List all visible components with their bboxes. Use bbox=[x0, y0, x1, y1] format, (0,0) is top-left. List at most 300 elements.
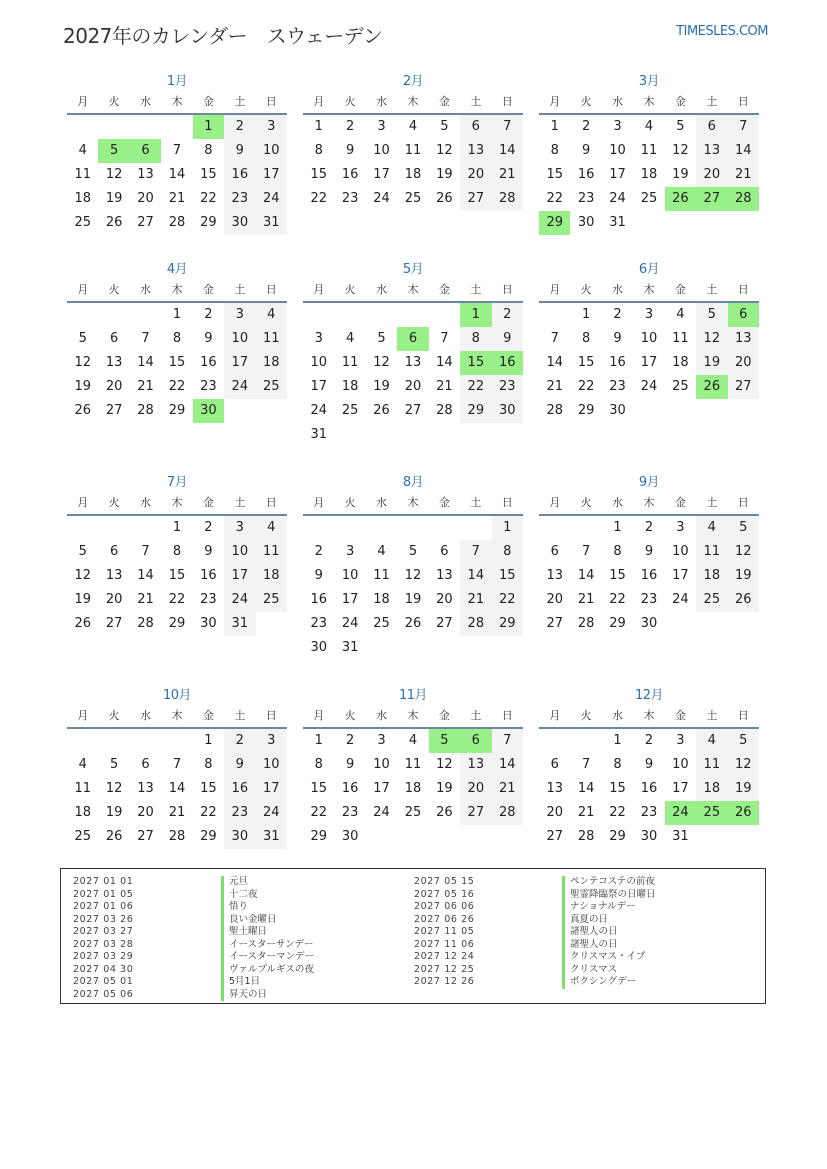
empty-day bbox=[98, 303, 129, 327]
day-cell: 11 bbox=[373, 568, 390, 583]
day-cell: 23 bbox=[310, 616, 327, 631]
weekday-label: 木 bbox=[407, 496, 419, 509]
week-row bbox=[539, 327, 759, 351]
day-cell: 19 bbox=[404, 592, 422, 607]
day-cell: 11 bbox=[672, 331, 689, 346]
day-cell: 6 bbox=[550, 544, 559, 559]
holiday-date: 2027 05 06 bbox=[73, 988, 134, 1000]
empty-day bbox=[728, 399, 759, 423]
day-cell: 8 bbox=[314, 757, 323, 772]
day-cell: 20 bbox=[728, 351, 759, 375]
day-cell: 7 bbox=[460, 540, 491, 564]
empty-day bbox=[460, 825, 491, 849]
month-block bbox=[67, 474, 287, 636]
day-cell: 5 bbox=[377, 331, 386, 346]
day-cell: 28 bbox=[436, 403, 453, 418]
day-cell: 10 bbox=[672, 757, 689, 772]
empty-day bbox=[366, 825, 397, 849]
day-cell: 11 bbox=[404, 143, 422, 158]
week-row bbox=[67, 729, 287, 753]
week-row bbox=[539, 588, 759, 612]
day-cell: 15 bbox=[310, 781, 327, 796]
day-cell: 9 bbox=[345, 757, 355, 772]
weekday-label: 火 bbox=[580, 283, 592, 296]
weekday-label: 水 bbox=[612, 95, 624, 108]
day-cell: 22 bbox=[200, 191, 217, 206]
day-cell: 8 bbox=[460, 327, 491, 351]
site-logo[interactable]: TIMESLES.COM bbox=[676, 24, 768, 39]
day-cell: 13 bbox=[546, 781, 563, 796]
month-block bbox=[303, 73, 523, 211]
month-name: 8月 bbox=[402, 475, 424, 490]
empty-day bbox=[570, 729, 601, 753]
day-cell: 23 bbox=[341, 805, 359, 820]
empty-day bbox=[665, 612, 696, 636]
day-cell: 5 bbox=[440, 119, 449, 134]
empty-day bbox=[665, 399, 696, 423]
weekday-label: 月 bbox=[549, 709, 561, 722]
month-name: 5月 bbox=[402, 262, 424, 277]
empty-day bbox=[429, 825, 460, 849]
day-cell: 26 bbox=[436, 805, 453, 820]
day-cell: 5 bbox=[696, 303, 727, 327]
empty-day bbox=[67, 115, 98, 139]
weekday-label: 日 bbox=[501, 283, 513, 296]
day-cell: 26 bbox=[665, 187, 696, 211]
week-row bbox=[303, 139, 523, 163]
day-cell: 9 bbox=[314, 568, 323, 583]
week-row bbox=[67, 777, 287, 801]
day-cell: 24 bbox=[373, 191, 390, 206]
day-cell: 3 bbox=[613, 119, 622, 134]
day-cell: 12 bbox=[436, 757, 453, 772]
day-cell: 30 bbox=[577, 215, 595, 230]
month-name: 4月 bbox=[166, 262, 188, 277]
day-cell: 27 bbox=[137, 215, 154, 230]
day-cell: 7 bbox=[141, 331, 150, 346]
day-cell: 30 bbox=[609, 403, 626, 418]
day-cell: 7 bbox=[728, 115, 759, 139]
day-cell: 9 bbox=[644, 544, 654, 559]
holiday-date: 2027 11 06 bbox=[414, 938, 475, 950]
day-cell: 4 bbox=[676, 307, 685, 322]
day-cell: 28 bbox=[168, 215, 186, 230]
holiday-row bbox=[73, 964, 314, 977]
day-cell: 5 bbox=[78, 544, 87, 559]
day-cell: 6 bbox=[109, 544, 119, 559]
week-row bbox=[539, 729, 759, 753]
empty-day bbox=[98, 516, 129, 540]
day-cell: 3 bbox=[377, 119, 386, 134]
day-cell: 2 bbox=[345, 119, 355, 134]
holiday-row bbox=[414, 951, 656, 964]
day-cell: 3 bbox=[224, 516, 255, 540]
day-cell: 14 bbox=[436, 355, 453, 370]
week-row bbox=[67, 588, 287, 612]
week-row bbox=[67, 303, 287, 327]
weekday-label: 水 bbox=[140, 709, 152, 722]
empty-day bbox=[256, 612, 287, 636]
weekday-label: 土 bbox=[470, 283, 482, 296]
day-cell: 17 bbox=[256, 163, 287, 187]
weekday-header bbox=[539, 492, 759, 516]
day-cell: 14 bbox=[492, 753, 523, 777]
holiday-name: ペンテコステの前夜 bbox=[562, 876, 655, 889]
day-cell: 18 bbox=[373, 592, 390, 607]
week-row bbox=[67, 825, 287, 849]
week-row bbox=[303, 636, 523, 660]
day-cell: 17 bbox=[224, 351, 255, 375]
day-cell: 2 bbox=[204, 307, 213, 322]
day-cell: 22 bbox=[168, 379, 186, 394]
day-cell: 12 bbox=[728, 753, 759, 777]
day-cell: 22 bbox=[609, 592, 626, 607]
day-cell: 24 bbox=[256, 187, 287, 211]
weekday-label: 水 bbox=[612, 496, 624, 509]
day-cell: 24 bbox=[341, 616, 359, 631]
holiday-date: 2027 05 16 bbox=[414, 888, 475, 900]
day-cell: 29 bbox=[200, 215, 217, 230]
weekday-label: 日 bbox=[737, 709, 749, 722]
day-cell: 1 bbox=[492, 516, 523, 540]
weekday-label: 火 bbox=[108, 496, 120, 509]
weekday-label: 日 bbox=[265, 496, 277, 509]
week-row bbox=[539, 139, 759, 163]
day-cell: 14 bbox=[168, 781, 186, 796]
holiday-date: 2027 05 01 bbox=[73, 976, 134, 987]
day-cell: 3 bbox=[256, 729, 287, 753]
empty-day bbox=[492, 825, 523, 849]
week-row bbox=[67, 351, 287, 375]
empty-day bbox=[366, 303, 397, 327]
week-row bbox=[303, 753, 523, 777]
day-cell: 6 bbox=[728, 303, 759, 327]
day-cell: 17 bbox=[373, 167, 390, 182]
holiday-date: 2027 12 26 bbox=[414, 976, 475, 987]
weekday-label: 日 bbox=[737, 95, 749, 108]
day-cell: 23 bbox=[224, 801, 255, 825]
day-cell: 11 bbox=[74, 167, 91, 182]
day-cell: 3 bbox=[676, 520, 685, 535]
weekday-label: 火 bbox=[108, 283, 120, 296]
day-cell: 1 bbox=[581, 307, 591, 322]
weekday-label: 土 bbox=[706, 283, 718, 296]
weekday-label: 月 bbox=[313, 496, 325, 509]
weekday-header bbox=[303, 492, 523, 516]
day-cell: 8 bbox=[204, 143, 213, 158]
weekday-label: 木 bbox=[643, 283, 655, 296]
day-cell: 26 bbox=[74, 403, 91, 418]
page-title: 2027年のカレンダー スウェーデン bbox=[63, 24, 383, 48]
empty-day bbox=[366, 636, 397, 660]
day-cell: 27 bbox=[404, 403, 422, 418]
day-cell: 8 bbox=[581, 331, 591, 346]
empty-day bbox=[728, 612, 759, 636]
week-row bbox=[539, 115, 759, 139]
day-cell: 8 bbox=[550, 143, 559, 158]
day-cell: 27 bbox=[436, 616, 453, 631]
weekday-label: 水 bbox=[140, 283, 152, 296]
day-cell: 8 bbox=[172, 331, 182, 346]
empty-day bbox=[366, 423, 397, 447]
day-cell: 7 bbox=[440, 331, 449, 346]
empty-day bbox=[492, 423, 523, 447]
day-cell: 9 bbox=[204, 544, 213, 559]
weekday-label: 木 bbox=[643, 496, 655, 509]
day-cell: 4 bbox=[256, 516, 287, 540]
day-cell: 25 bbox=[373, 616, 390, 631]
weekday-label: 月 bbox=[77, 496, 89, 509]
day-cell: 27 bbox=[546, 829, 563, 844]
day-cell: 5 bbox=[728, 516, 759, 540]
day-cell: 14 bbox=[137, 355, 154, 370]
holiday-name: ボクシングデー bbox=[562, 976, 636, 989]
weekday-label: 土 bbox=[470, 496, 482, 509]
day-cell: 4 bbox=[78, 143, 87, 158]
day-cell: 29 bbox=[609, 829, 626, 844]
day-cell: 29 bbox=[168, 403, 186, 418]
day-cell: 25 bbox=[696, 801, 727, 825]
week-row bbox=[539, 825, 759, 849]
day-cell: 11 bbox=[256, 540, 287, 564]
week-row bbox=[303, 115, 523, 139]
day-cell: 10 bbox=[609, 143, 626, 158]
holiday-name: 元旦 bbox=[221, 876, 248, 889]
day-cell: 19 bbox=[74, 592, 91, 607]
day-cell: 15 bbox=[546, 167, 563, 182]
empty-day bbox=[539, 729, 570, 753]
day-cell: 29 bbox=[310, 829, 327, 844]
empty-day bbox=[429, 303, 460, 327]
weekday-header bbox=[539, 279, 759, 303]
day-cell: 10 bbox=[256, 139, 287, 163]
day-cell: 29 bbox=[609, 616, 626, 631]
weekday-label: 日 bbox=[737, 283, 749, 296]
day-cell: 3 bbox=[224, 303, 255, 327]
day-cell: 28 bbox=[137, 616, 154, 631]
day-cell: 28 bbox=[728, 187, 759, 211]
month-name: 11月 bbox=[398, 688, 428, 703]
weekday-label: 木 bbox=[171, 283, 183, 296]
empty-day bbox=[303, 303, 334, 327]
day-cell: 25 bbox=[74, 215, 91, 230]
day-cell: 8 bbox=[492, 540, 523, 564]
week-row bbox=[303, 612, 523, 636]
holiday-name: 真夏の日 bbox=[562, 914, 608, 927]
day-cell: 19 bbox=[436, 781, 453, 796]
empty-day bbox=[570, 516, 601, 540]
day-cell: 26 bbox=[105, 829, 123, 844]
day-cell: 16 bbox=[224, 163, 255, 187]
day-cell: 20 bbox=[546, 805, 563, 820]
week-row bbox=[67, 211, 287, 235]
day-cell: 14 bbox=[168, 167, 186, 182]
day-cell: 23 bbox=[640, 805, 658, 820]
day-cell: 9 bbox=[613, 331, 622, 346]
day-cell: 2 bbox=[224, 729, 255, 753]
day-cell: 24 bbox=[373, 805, 390, 820]
day-cell: 30 bbox=[640, 616, 658, 631]
empty-day bbox=[67, 516, 98, 540]
holiday-date: 2027 03 28 bbox=[73, 938, 134, 950]
day-cell: 24 bbox=[310, 403, 327, 418]
weekday-label: 火 bbox=[108, 709, 120, 722]
week-row bbox=[303, 423, 523, 447]
empty-day bbox=[429, 636, 460, 660]
day-cell: 22 bbox=[310, 191, 327, 206]
week-row bbox=[539, 303, 759, 327]
week-row bbox=[303, 588, 523, 612]
day-cell: 28 bbox=[577, 829, 595, 844]
holiday-name: 聖土曜日 bbox=[221, 926, 267, 939]
holiday-row bbox=[73, 889, 314, 902]
week-row bbox=[67, 139, 287, 163]
week-row bbox=[303, 163, 523, 187]
weekday-label: 木 bbox=[407, 95, 419, 108]
day-cell: 25 bbox=[256, 375, 287, 399]
month-name: 6月 bbox=[638, 262, 660, 277]
empty-day bbox=[696, 399, 727, 423]
day-cell: 24 bbox=[256, 801, 287, 825]
day-cell: 22 bbox=[609, 805, 626, 820]
day-cell: 3 bbox=[256, 115, 287, 139]
day-cell: 13 bbox=[137, 781, 154, 796]
empty-day bbox=[397, 825, 428, 849]
week-row bbox=[303, 399, 523, 423]
week-row bbox=[303, 564, 523, 588]
weekday-label: 日 bbox=[265, 283, 277, 296]
weekday-label: 金 bbox=[438, 283, 450, 296]
weekday-label: 月 bbox=[549, 496, 561, 509]
weekday-label: 火 bbox=[580, 709, 592, 722]
month-name: 10月 bbox=[162, 688, 192, 703]
day-cell: 29 bbox=[460, 399, 491, 423]
day-cell: 23 bbox=[577, 191, 595, 206]
day-cell: 5 bbox=[429, 729, 460, 753]
empty-day bbox=[334, 516, 365, 540]
weekday-label: 土 bbox=[234, 95, 246, 108]
week-row bbox=[67, 612, 287, 636]
day-cell: 13 bbox=[460, 753, 491, 777]
day-cell: 19 bbox=[373, 379, 390, 394]
day-cell: 17 bbox=[609, 167, 626, 182]
day-cell: 6 bbox=[130, 139, 161, 163]
day-cell: 28 bbox=[492, 187, 523, 211]
weekday-label: 金 bbox=[202, 283, 214, 296]
day-cell: 19 bbox=[672, 167, 689, 182]
holiday-list-right bbox=[414, 876, 656, 989]
day-cell: 9 bbox=[644, 757, 654, 772]
day-cell: 28 bbox=[137, 403, 154, 418]
day-cell: 28 bbox=[168, 829, 186, 844]
day-cell: 26 bbox=[728, 588, 759, 612]
weekday-label: 金 bbox=[674, 95, 686, 108]
day-cell: 12 bbox=[105, 781, 123, 796]
day-cell: 23 bbox=[640, 592, 658, 607]
holiday-list-left bbox=[73, 876, 314, 1001]
day-cell: 18 bbox=[74, 191, 91, 206]
holiday-row bbox=[73, 989, 314, 1002]
day-cell: 16 bbox=[492, 351, 523, 375]
day-cell: 12 bbox=[672, 143, 689, 158]
weekday-label: 金 bbox=[674, 709, 686, 722]
day-cell: 2 bbox=[314, 544, 323, 559]
day-cell: 21 bbox=[137, 592, 154, 607]
day-cell: 29 bbox=[200, 829, 217, 844]
day-cell: 31 bbox=[672, 829, 689, 844]
day-cell: 19 bbox=[728, 564, 759, 588]
day-cell: 30 bbox=[640, 829, 658, 844]
holiday-name: 昇天の日 bbox=[221, 989, 267, 1002]
weekday-label: 火 bbox=[108, 95, 120, 108]
weekday-label: 金 bbox=[202, 496, 214, 509]
day-cell: 20 bbox=[460, 777, 491, 801]
empty-day bbox=[130, 729, 161, 753]
day-cell: 16 bbox=[577, 167, 595, 182]
day-cell: 23 bbox=[224, 187, 255, 211]
day-cell: 19 bbox=[728, 777, 759, 801]
month-name: 2月 bbox=[402, 74, 424, 89]
day-cell: 12 bbox=[105, 167, 123, 182]
day-cell: 21 bbox=[492, 777, 523, 801]
month-block bbox=[539, 687, 759, 849]
day-cell: 20 bbox=[105, 379, 123, 394]
weekday-label: 土 bbox=[234, 283, 246, 296]
empty-day bbox=[130, 303, 161, 327]
weekday-label: 日 bbox=[501, 95, 513, 108]
holiday-row bbox=[73, 901, 314, 914]
holiday-date: 2027 01 01 bbox=[73, 876, 134, 887]
month-block bbox=[67, 73, 287, 235]
empty-day bbox=[539, 303, 570, 327]
day-cell: 31 bbox=[609, 215, 626, 230]
day-cell: 30 bbox=[341, 829, 359, 844]
day-cell: 23 bbox=[609, 379, 626, 394]
day-cell: 19 bbox=[105, 805, 123, 820]
day-cell: 24 bbox=[640, 379, 658, 394]
holiday-name: イースターサンデー bbox=[221, 939, 314, 952]
day-cell: 1 bbox=[613, 520, 622, 535]
holiday-date: 2027 06 06 bbox=[414, 901, 475, 912]
weekday-label: 日 bbox=[501, 496, 513, 509]
day-cell: 1 bbox=[172, 307, 182, 322]
weekday-label: 土 bbox=[706, 709, 718, 722]
day-cell: 27 bbox=[546, 616, 563, 631]
week-row bbox=[539, 375, 759, 399]
empty-day bbox=[98, 115, 129, 139]
day-cell: 5 bbox=[109, 757, 119, 772]
day-cell: 15 bbox=[492, 564, 523, 588]
day-cell: 21 bbox=[577, 805, 595, 820]
week-row bbox=[539, 612, 759, 636]
day-cell: 11 bbox=[696, 753, 727, 777]
weekday-label: 月 bbox=[77, 95, 89, 108]
day-cell: 6 bbox=[460, 115, 491, 139]
day-cell: 18 bbox=[74, 805, 91, 820]
day-cell: 27 bbox=[696, 187, 727, 211]
day-cell: 1 bbox=[314, 119, 323, 134]
day-cell: 6 bbox=[696, 115, 727, 139]
day-cell: 19 bbox=[105, 191, 123, 206]
empty-day bbox=[256, 399, 287, 423]
day-cell: 13 bbox=[105, 568, 123, 583]
weekday-label: 火 bbox=[580, 95, 592, 108]
day-cell: 14 bbox=[460, 564, 491, 588]
day-cell: 7 bbox=[172, 143, 182, 158]
weekday-label: 金 bbox=[438, 95, 450, 108]
day-cell: 11 bbox=[341, 355, 359, 370]
week-row bbox=[303, 540, 523, 564]
